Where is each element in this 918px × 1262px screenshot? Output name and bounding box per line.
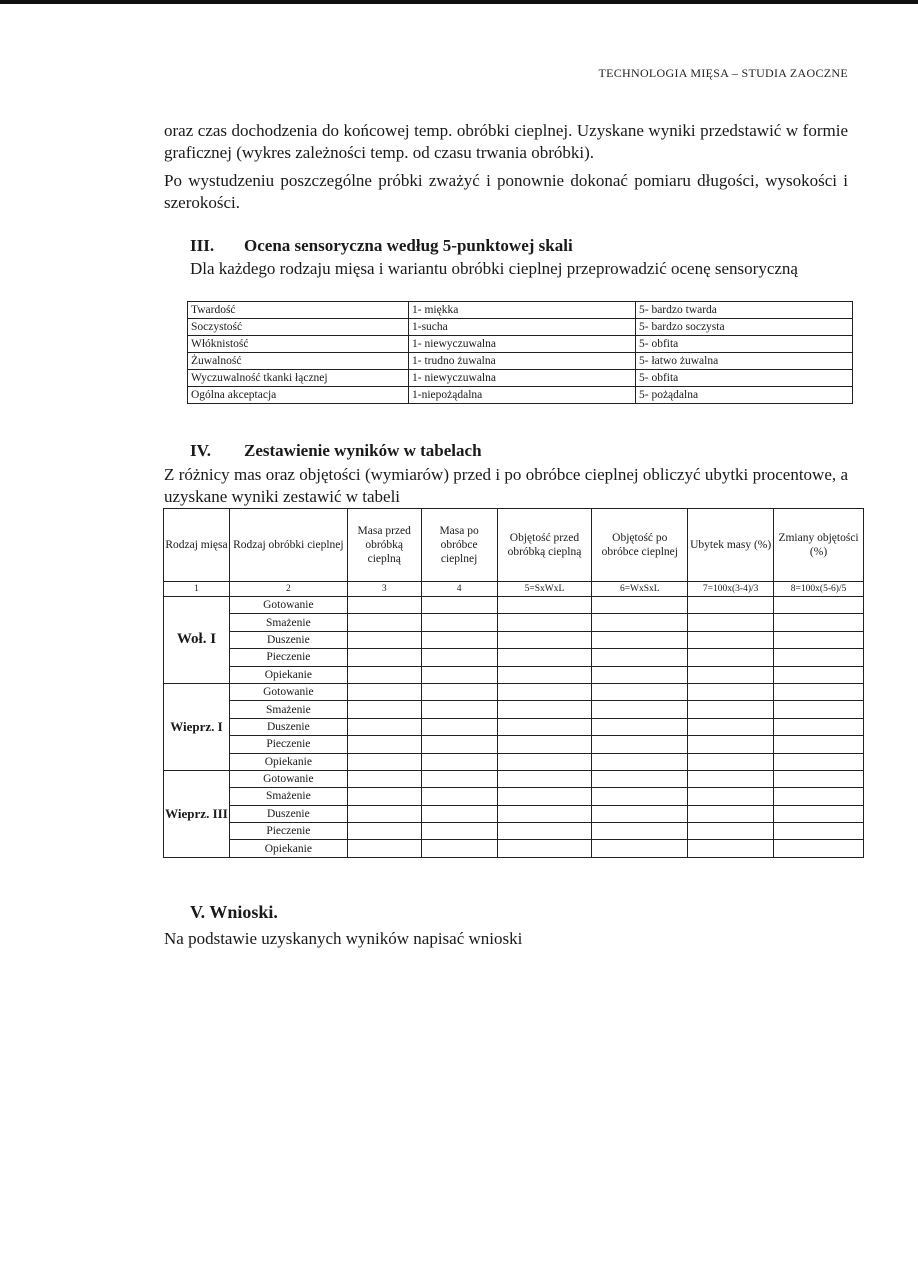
running-header: TECHNOLOGIA MIĘSA – STUDIA ZAOCZNE xyxy=(598,66,848,80)
treatment-cell: Smażenie xyxy=(229,788,347,805)
sensory-high-score: 5- łatwo żuwalna xyxy=(636,353,853,370)
results-row xyxy=(164,770,864,787)
empty-value-cell xyxy=(347,770,421,787)
sensory-high-score: 5- obfita xyxy=(636,336,853,353)
meat-type-cell: Wieprz. I xyxy=(164,683,230,770)
results-column-number: 1 xyxy=(164,582,230,597)
empty-value-cell xyxy=(497,805,592,822)
results-row xyxy=(164,753,864,770)
sensory-attribute: Ogólna akceptacja xyxy=(188,387,409,404)
empty-value-cell xyxy=(774,770,864,787)
sensory-low-score: 1- miękka xyxy=(409,302,636,319)
results-column-header: Objętość po obróbce cieplnej xyxy=(592,509,688,582)
empty-value-cell xyxy=(688,666,774,683)
empty-value-cell xyxy=(688,736,774,753)
treatment-cell: Smażenie xyxy=(229,701,347,718)
empty-value-cell xyxy=(421,805,497,822)
empty-value-cell xyxy=(774,631,864,648)
results-column-header: Ubytek masy (%) xyxy=(688,509,774,582)
treatment-cell: Opiekanie xyxy=(229,666,347,683)
results-column-number: 6=WxSxL xyxy=(592,582,688,597)
empty-value-cell xyxy=(347,788,421,805)
section-3-text: Dla każdego rodzaju mięsa i wariantu obróbki cieplnej przeprowadzić ocenę sensoryczną xyxy=(190,259,798,278)
sensory-low-score: 1- niewyczuwalna xyxy=(409,370,636,387)
empty-value-cell xyxy=(688,770,774,787)
empty-value-cell xyxy=(497,701,592,718)
empty-value-cell xyxy=(421,701,497,718)
section-5-heading xyxy=(190,902,278,923)
treatment-cell: Pieczenie xyxy=(229,649,347,666)
empty-value-cell xyxy=(774,840,864,857)
empty-value-cell xyxy=(497,736,592,753)
empty-value-cell xyxy=(421,753,497,770)
section-3-number: III. xyxy=(190,236,215,255)
results-column-header: Rodzaj mięsa xyxy=(164,509,230,582)
empty-value-cell xyxy=(497,718,592,735)
results-table xyxy=(163,508,864,858)
treatment-cell: Duszenie xyxy=(229,631,347,648)
empty-value-cell xyxy=(497,666,592,683)
results-column-number: 8=100x(5-6)/5 xyxy=(774,582,864,597)
results-row xyxy=(164,597,864,614)
empty-value-cell xyxy=(347,840,421,857)
empty-value-cell xyxy=(688,805,774,822)
results-column-header: Objętość przed obróbką cieplną xyxy=(497,509,592,582)
empty-value-cell xyxy=(688,683,774,700)
results-column-number: 3 xyxy=(347,582,421,597)
empty-value-cell xyxy=(347,666,421,683)
empty-value-cell xyxy=(592,631,688,648)
empty-value-cell xyxy=(421,666,497,683)
results-column-number: 2 xyxy=(229,582,347,597)
empty-value-cell xyxy=(347,753,421,770)
sensory-low-score: 1- niewyczuwalna xyxy=(409,336,636,353)
results-row xyxy=(164,701,864,718)
empty-value-cell xyxy=(592,753,688,770)
sensory-low-score: 1- trudno żuwalna xyxy=(409,353,636,370)
empty-value-cell xyxy=(347,718,421,735)
empty-value-cell xyxy=(347,597,421,614)
results-row xyxy=(164,840,864,857)
results-row xyxy=(164,649,864,666)
empty-value-cell xyxy=(592,614,688,631)
results-column-number: 5=SxWxL xyxy=(497,582,592,597)
empty-value-cell xyxy=(592,597,688,614)
sensory-row xyxy=(188,302,853,319)
empty-value-cell xyxy=(774,736,864,753)
empty-value-cell xyxy=(421,718,497,735)
empty-value-cell xyxy=(774,823,864,840)
results-column-header: Zmiany objętości (%) xyxy=(774,509,864,582)
empty-value-cell xyxy=(421,614,497,631)
section-4-title: Zestawienie wyników w tabelach xyxy=(244,441,482,460)
empty-value-cell xyxy=(497,753,592,770)
sensory-attribute: Wyczuwalność tkanki łącznej xyxy=(188,370,409,387)
empty-value-cell xyxy=(497,788,592,805)
sensory-row xyxy=(188,336,853,353)
empty-value-cell xyxy=(347,736,421,753)
empty-value-cell xyxy=(497,840,592,857)
section-3-title: Ocena sensoryczna według 5-punktowej skali xyxy=(244,236,573,255)
empty-value-cell xyxy=(347,683,421,700)
sensory-attribute: Włóknistość xyxy=(188,336,409,353)
section-5-number: V. xyxy=(190,902,206,922)
empty-value-cell xyxy=(421,770,497,787)
results-column-number: 7=100x(3-4)/3 xyxy=(688,582,774,597)
empty-value-cell xyxy=(688,597,774,614)
treatment-cell: Duszenie xyxy=(229,718,347,735)
sensory-low-score: 1-niepożądalna xyxy=(409,387,636,404)
empty-value-cell xyxy=(421,683,497,700)
empty-value-cell xyxy=(688,614,774,631)
sensory-low-score: 1-sucha xyxy=(409,319,636,336)
empty-value-cell xyxy=(688,701,774,718)
treatment-cell: Pieczenie xyxy=(229,823,347,840)
empty-value-cell xyxy=(774,683,864,700)
empty-value-cell xyxy=(592,840,688,857)
empty-value-cell xyxy=(347,649,421,666)
empty-value-cell xyxy=(421,597,497,614)
empty-value-cell xyxy=(688,788,774,805)
treatment-cell: Gotowanie xyxy=(229,770,347,787)
empty-value-cell xyxy=(592,666,688,683)
empty-value-cell xyxy=(497,770,592,787)
treatment-cell: Duszenie xyxy=(229,805,347,822)
empty-value-cell xyxy=(347,823,421,840)
empty-value-cell xyxy=(592,805,688,822)
empty-value-cell xyxy=(592,770,688,787)
section-4-number: IV. xyxy=(190,441,211,460)
empty-value-cell xyxy=(688,631,774,648)
treatment-cell: Opiekanie xyxy=(229,840,347,857)
results-column-header: Rodzaj obróbki cieplnej xyxy=(229,509,347,582)
sensory-attribute: Żuwalność xyxy=(188,353,409,370)
empty-value-cell xyxy=(347,805,421,822)
empty-value-cell xyxy=(497,614,592,631)
empty-value-cell xyxy=(592,788,688,805)
sensory-attribute: Soczystość xyxy=(188,319,409,336)
section-4-text: Z różnicy mas oraz objętości (wymiarów) przed i po obróbce cieplnej obliczyć ubytki procentowe, a uzyskane wyniki zestawić w tabeli xyxy=(164,465,848,506)
empty-value-cell xyxy=(774,788,864,805)
sensory-scale-table xyxy=(187,301,853,404)
empty-value-cell xyxy=(592,701,688,718)
empty-value-cell xyxy=(421,823,497,840)
treatment-cell: Gotowanie xyxy=(229,683,347,700)
results-column-number: 4 xyxy=(421,582,497,597)
empty-value-cell xyxy=(688,649,774,666)
empty-value-cell xyxy=(347,631,421,648)
section-3-heading xyxy=(190,236,573,256)
empty-value-cell xyxy=(421,840,497,857)
empty-value-cell xyxy=(421,631,497,648)
empty-value-cell xyxy=(497,683,592,700)
empty-value-cell xyxy=(421,736,497,753)
results-row xyxy=(164,631,864,648)
results-column-header: Masa po obróbce cieplnej xyxy=(421,509,497,582)
results-row xyxy=(164,718,864,735)
page-top-rule xyxy=(0,0,918,4)
empty-value-cell xyxy=(774,597,864,614)
section-4-heading xyxy=(190,441,482,461)
meat-type-cell: Woł. I xyxy=(164,597,230,684)
intro-paragraph-2: Po wystudzeniu poszczególne próbki zważyć i ponownie dokonać pomiaru długości, wysokości i szerokości. xyxy=(164,171,848,212)
empty-value-cell xyxy=(347,701,421,718)
empty-value-cell xyxy=(774,649,864,666)
empty-value-cell xyxy=(347,614,421,631)
results-column-header: Masa przed obróbką cieplną xyxy=(347,509,421,582)
empty-value-cell xyxy=(774,753,864,770)
empty-value-cell xyxy=(774,805,864,822)
intro-paragraph-1: oraz czas dochodzenia do końcowej temp. obróbki cieplnej. Uzyskane wyniki przedstawić w formie graficznej (wykres zależności temp. od czasu trwania obróbki). xyxy=(164,121,848,162)
empty-value-cell xyxy=(688,753,774,770)
empty-value-cell xyxy=(688,840,774,857)
empty-value-cell xyxy=(421,788,497,805)
empty-value-cell xyxy=(497,649,592,666)
results-row xyxy=(164,614,864,631)
treatment-cell: Gotowanie xyxy=(229,597,347,614)
empty-value-cell xyxy=(774,701,864,718)
empty-value-cell xyxy=(497,631,592,648)
empty-value-cell xyxy=(592,736,688,753)
empty-value-cell xyxy=(592,649,688,666)
empty-value-cell xyxy=(592,683,688,700)
empty-value-cell xyxy=(592,718,688,735)
results-row xyxy=(164,683,864,700)
sensory-row xyxy=(188,319,853,336)
meat-type-cell: Wieprz. III xyxy=(164,770,230,857)
empty-value-cell xyxy=(688,718,774,735)
results-row xyxy=(164,788,864,805)
empty-value-cell xyxy=(774,718,864,735)
sensory-row xyxy=(188,370,853,387)
sensory-row xyxy=(188,353,853,370)
sensory-high-score: 5- pożądalna xyxy=(636,387,853,404)
empty-value-cell xyxy=(497,597,592,614)
empty-value-cell xyxy=(497,823,592,840)
empty-value-cell xyxy=(688,823,774,840)
sensory-attribute: Twardość xyxy=(188,302,409,319)
treatment-cell: Smażenie xyxy=(229,614,347,631)
empty-value-cell xyxy=(774,666,864,683)
sensory-high-score: 5- bardzo soczysta xyxy=(636,319,853,336)
sensory-high-score: 5- bardzo twarda xyxy=(636,302,853,319)
sensory-row xyxy=(188,387,853,404)
empty-value-cell xyxy=(774,614,864,631)
results-row xyxy=(164,736,864,753)
treatment-cell: Pieczenie xyxy=(229,736,347,753)
section-5-text: Na podstawie uzyskanych wyników napisać wnioski xyxy=(164,929,523,948)
results-row xyxy=(164,805,864,822)
treatment-cell: Opiekanie xyxy=(229,753,347,770)
results-row xyxy=(164,823,864,840)
empty-value-cell xyxy=(592,823,688,840)
results-row xyxy=(164,666,864,683)
section-5-title: Wnioski. xyxy=(209,902,278,922)
empty-value-cell xyxy=(421,649,497,666)
sensory-high-score: 5- obfita xyxy=(636,370,853,387)
